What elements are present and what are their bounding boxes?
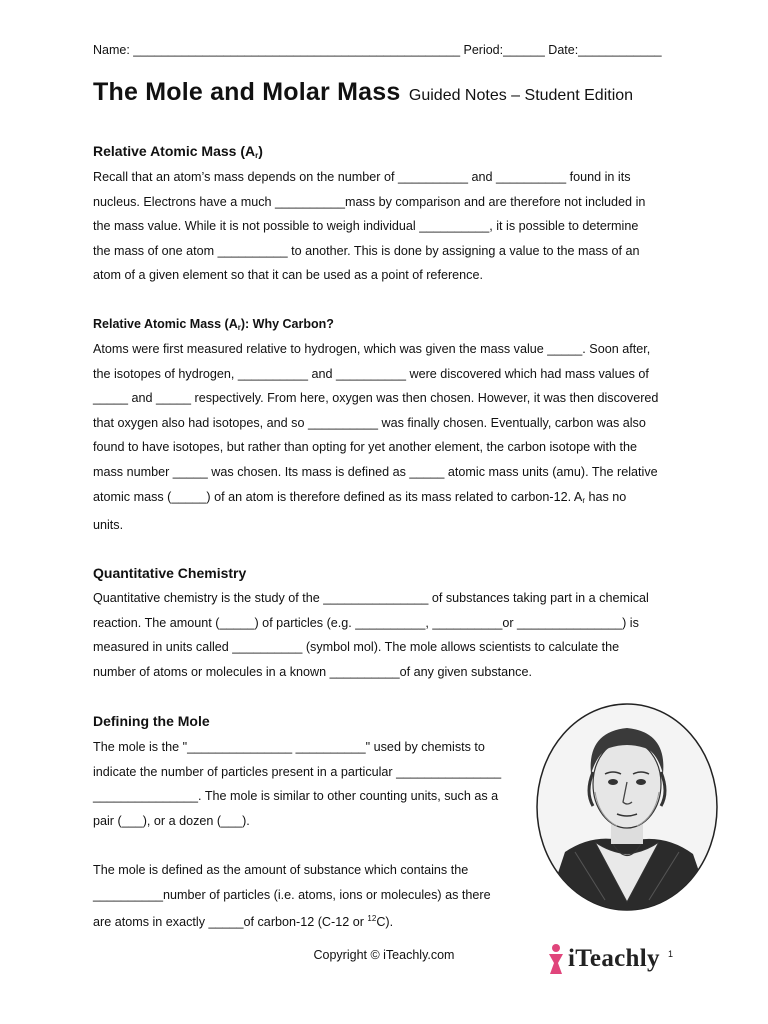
- avogadro-portrait-image: [535, 702, 719, 912]
- paragraph-quantitative-chemistry: Quantitative chemistry is the study of the _______________ of substances taking part in a chemical reaction. The amount (_____) of particles (e.g. __________, __________or _______________) is measured in units called __________ (symbol mol). The mole allows scientists to calculate the number of atoms or molecules in a known __________of any given substance.: [93, 591, 649, 679]
- iteachly-logo-text: iTeachly: [568, 945, 660, 972]
- heading-relative-atomic-mass: Relative Atomic Mass $(A_r)$: [93, 143, 263, 160]
- page-title: [93, 78, 633, 107]
- heading-why-carbon: Relative Atomic Mass $(A_r)$: Why Carbon?: [93, 317, 334, 332]
- iteachly-logo: [546, 942, 660, 976]
- page-number: 1: [668, 949, 674, 959]
- paragraph-why-carbon: Atoms were first measured relative to hydrogen, which was given the mass value _____. Soon after, the isotopes of hydrogen, __________ and __________ were discovered which had mass values of _____ and _____ respectively. From here, oxygen was then chosen. However, it was then discovered that oxygen also had isotopes, and so __________ was finally chosen. Eventually, carbon was also found to have isotopes, but rather than opting for yet another element, the carbon isotope with the mass number _____ was chosen. Its mass is defined as _____ atomic mass units (amu). The relative atomic mass (_____) of an atom is therefore defined as its mass related to carbon-12. $A_r$ has no units.: [93, 342, 659, 533]
- paragraph-relative-atomic-mass: Recall that an atom’s mass depends on the number of __________ and __________ found in its nucleus. Electrons have a much __________mass by comparison and are therefore not included in the mass value. While it is not possible to weigh individual __________, it is possible to determine the mass of one atom __________ to another. This is done by assigning a value to the mass of an atom of a given element so that it can be used as a point of reference.: [93, 170, 646, 283]
- iteachly-figure-icon: [546, 943, 566, 975]
- title-main: The Mole and Molar Mass: [93, 78, 401, 106]
- copyright-text: Copyright © iTeachly.com: [313, 948, 455, 962]
- heading-quantitative-chemistry: Quantitative Chemistry: [93, 565, 247, 581]
- title-subtitle: Guided Notes – Student Edition: [408, 87, 634, 104]
- paragraph-defining-the-mole-a: The mole is the "_______________ __________" used by chemists to indicate the number of particles present in a particular _______________ _______________. The mole is similar to other counting units, such as a pair (___), or a dozen (___).: [93, 740, 502, 828]
- heading-defining-the-mole: Defining the Mole: [93, 713, 210, 729]
- paragraph-defining-the-mole-b: The mole is defined as the amount of substance which contains the __________number of particles (i.e. atoms, ions or molecules) as there are atoms in exactly _____of carbon-12 (C-12 or $^{12}$C).: [93, 863, 491, 930]
- student-info-line: Name: _______________________________________________ Period:______ Date:____________: [93, 43, 662, 57]
